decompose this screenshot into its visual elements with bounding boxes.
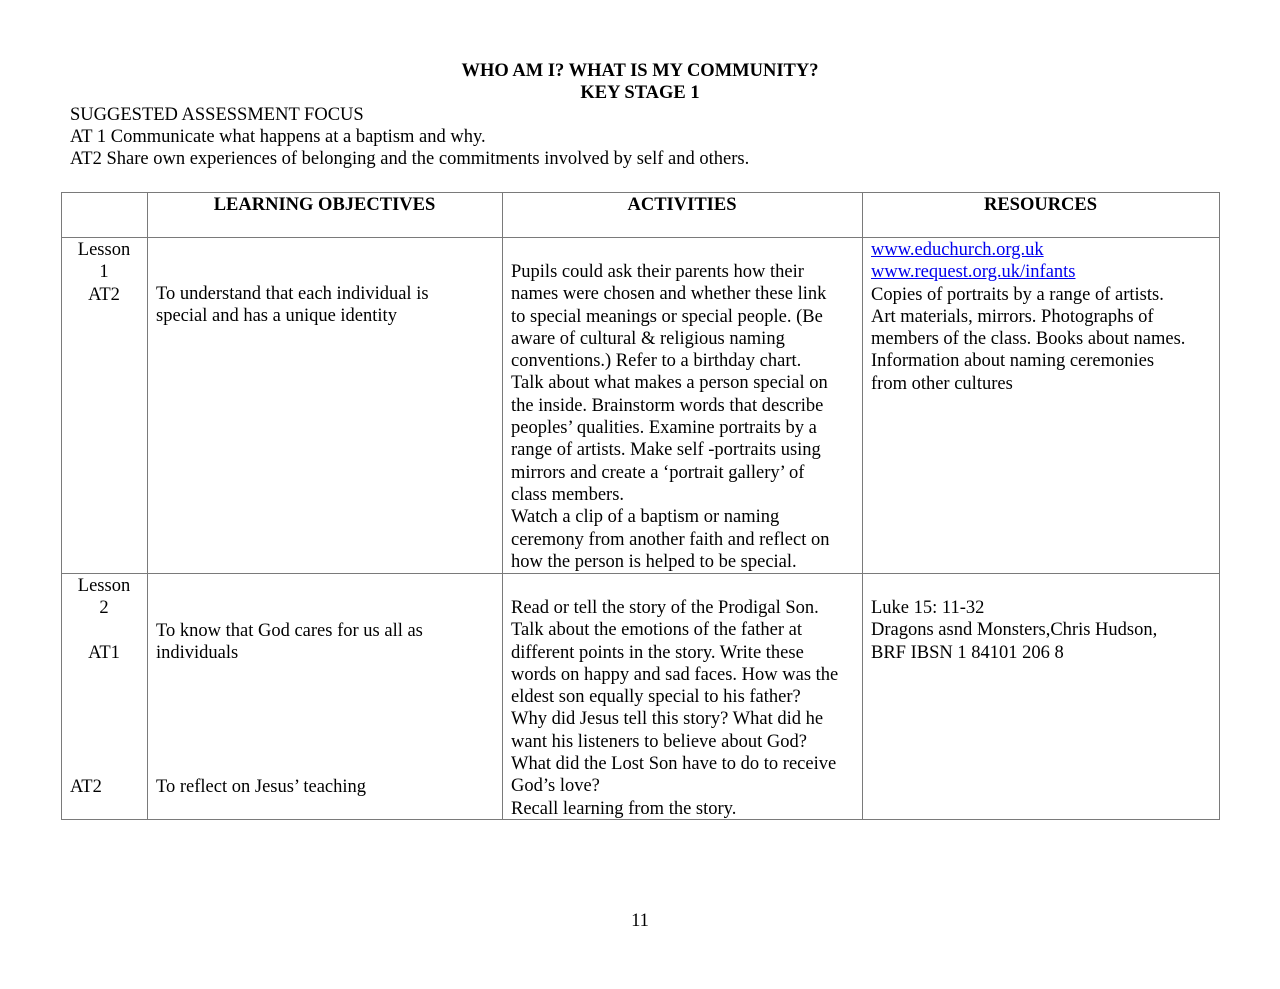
resource-line: Copies of portraits by a range of artists. <box>871 284 1164 305</box>
resource-line: Art materials, mirrors. Photographs of <box>871 306 1154 327</box>
table-divider <box>147 192 148 820</box>
key-stage-heading: KEY STAGE 1 <box>580 83 700 103</box>
resource-line: Information about naming ceremonies <box>871 351 1155 372</box>
resource-line: from other cultures <box>871 373 1013 394</box>
activity-line: words on happy and sad faces. How was the <box>511 664 839 685</box>
at1-focus: AT 1 Communicate what happens at a baptism and why. <box>70 127 486 147</box>
page-number: 11 <box>631 911 649 931</box>
lesson2-objective1 <box>156 620 423 665</box>
request-infants-link[interactable]: www.request.org.uk/infants <box>871 262 1076 283</box>
activity-line: peoples’ qualities. Examine portraits by a <box>511 418 817 439</box>
table-divider <box>862 192 863 820</box>
activity-line: eldest son equally special to his father? <box>511 687 801 708</box>
lesson2-label-cell <box>61 575 147 620</box>
lesson2-objective2: To reflect on Jesus’ teaching <box>156 777 367 797</box>
lesson1-label: Lesson <box>77 240 131 260</box>
activity-line: Recall learning from the story. <box>511 798 737 819</box>
activity-line: class members. <box>511 484 625 505</box>
activity-line: aware of cultural & religious naming <box>511 328 785 349</box>
header-resources: RESOURCES <box>983 195 1098 215</box>
activity-line: Watch a clip of a baptism or naming <box>511 507 780 528</box>
lesson2-at1: AT1 <box>88 643 120 663</box>
table-border-right <box>1219 192 1220 820</box>
resource-line: Dragons asnd Monsters,Chris Hudson, <box>871 620 1158 641</box>
at2-focus: AT2 Share own experiences of belonging and the commitments involved by self and others. <box>70 149 750 169</box>
objective-line: individuals <box>156 643 239 664</box>
objective-line: To understand that each individual is <box>156 284 429 304</box>
activity-line: conventions.) Refer to a birthday chart. <box>511 351 802 372</box>
educhurch-link[interactable]: www.educhurch.org.uk <box>871 240 1044 260</box>
activity-line: Talk about what makes a person special on <box>511 373 828 394</box>
lesson1-objective <box>156 283 429 328</box>
activity-line: different points in the story. Write these <box>511 642 804 663</box>
resource-line: BRF IBSN 1 84101 206 8 <box>871 642 1064 663</box>
lesson2-at2: AT2 <box>70 777 102 797</box>
activity-line: to special meanings or special people. (Be <box>511 306 823 327</box>
lesson2-resources <box>871 597 1157 664</box>
table-divider <box>61 237 1220 238</box>
lesson2-label: Lesson <box>77 576 131 596</box>
table-border-top <box>61 192 1220 193</box>
activity-line: how the person is helped to be special. <box>511 551 797 572</box>
activity-line: mirrors and create a ‘portrait gallery’ of <box>511 462 805 483</box>
resource-line: Luke 15: 11-32 <box>871 598 985 618</box>
header-activities: ACTIVITIES <box>627 195 737 215</box>
resource-line: members of the class. Books about names. <box>871 329 1186 350</box>
lesson1-activities <box>511 261 829 573</box>
activity-line: the inside. Brainstorm words that describe <box>511 395 824 416</box>
lesson2-activities <box>511 597 838 820</box>
assessment-focus-heading: SUGGESTED ASSESSMENT FOCUS <box>70 105 364 125</box>
activity-line: Pupils could ask their parents how their <box>511 262 804 282</box>
lesson-plan-table <box>61 192 1220 820</box>
objective-line: To know that God cares for us all as <box>156 621 423 641</box>
lesson1-at: AT2 <box>88 284 120 305</box>
activity-line: ceremony from another faith and reflect on <box>511 529 830 550</box>
lesson1-resources <box>871 239 1185 395</box>
activity-line: range of artists. Make self -portraits using <box>511 440 821 461</box>
lesson2-number: 2 <box>99 598 109 619</box>
table-divider <box>502 192 503 820</box>
page-title: WHO AM I? WHAT IS MY COMMUNITY? <box>461 61 819 81</box>
activity-line: What did the Lost Son have to do to receive <box>511 754 837 775</box>
activity-line: Read or tell the story of the Prodigal Son. <box>511 598 819 618</box>
header-learning-objectives: LEARNING OBJECTIVES <box>213 195 436 215</box>
activity-line: names were chosen and whether these link <box>511 284 827 305</box>
lesson1-number: 1 <box>99 262 109 283</box>
activity-line: God’s love? <box>511 776 600 797</box>
lesson1-label-cell <box>61 239 147 306</box>
objective-line: special and has a unique identity <box>156 306 397 327</box>
activity-line: Talk about the emotions of the father at <box>511 620 803 641</box>
activity-line: want his listeners to believe about God? <box>511 731 807 752</box>
activity-line: Why did Jesus tell this story? What did he <box>511 709 824 730</box>
